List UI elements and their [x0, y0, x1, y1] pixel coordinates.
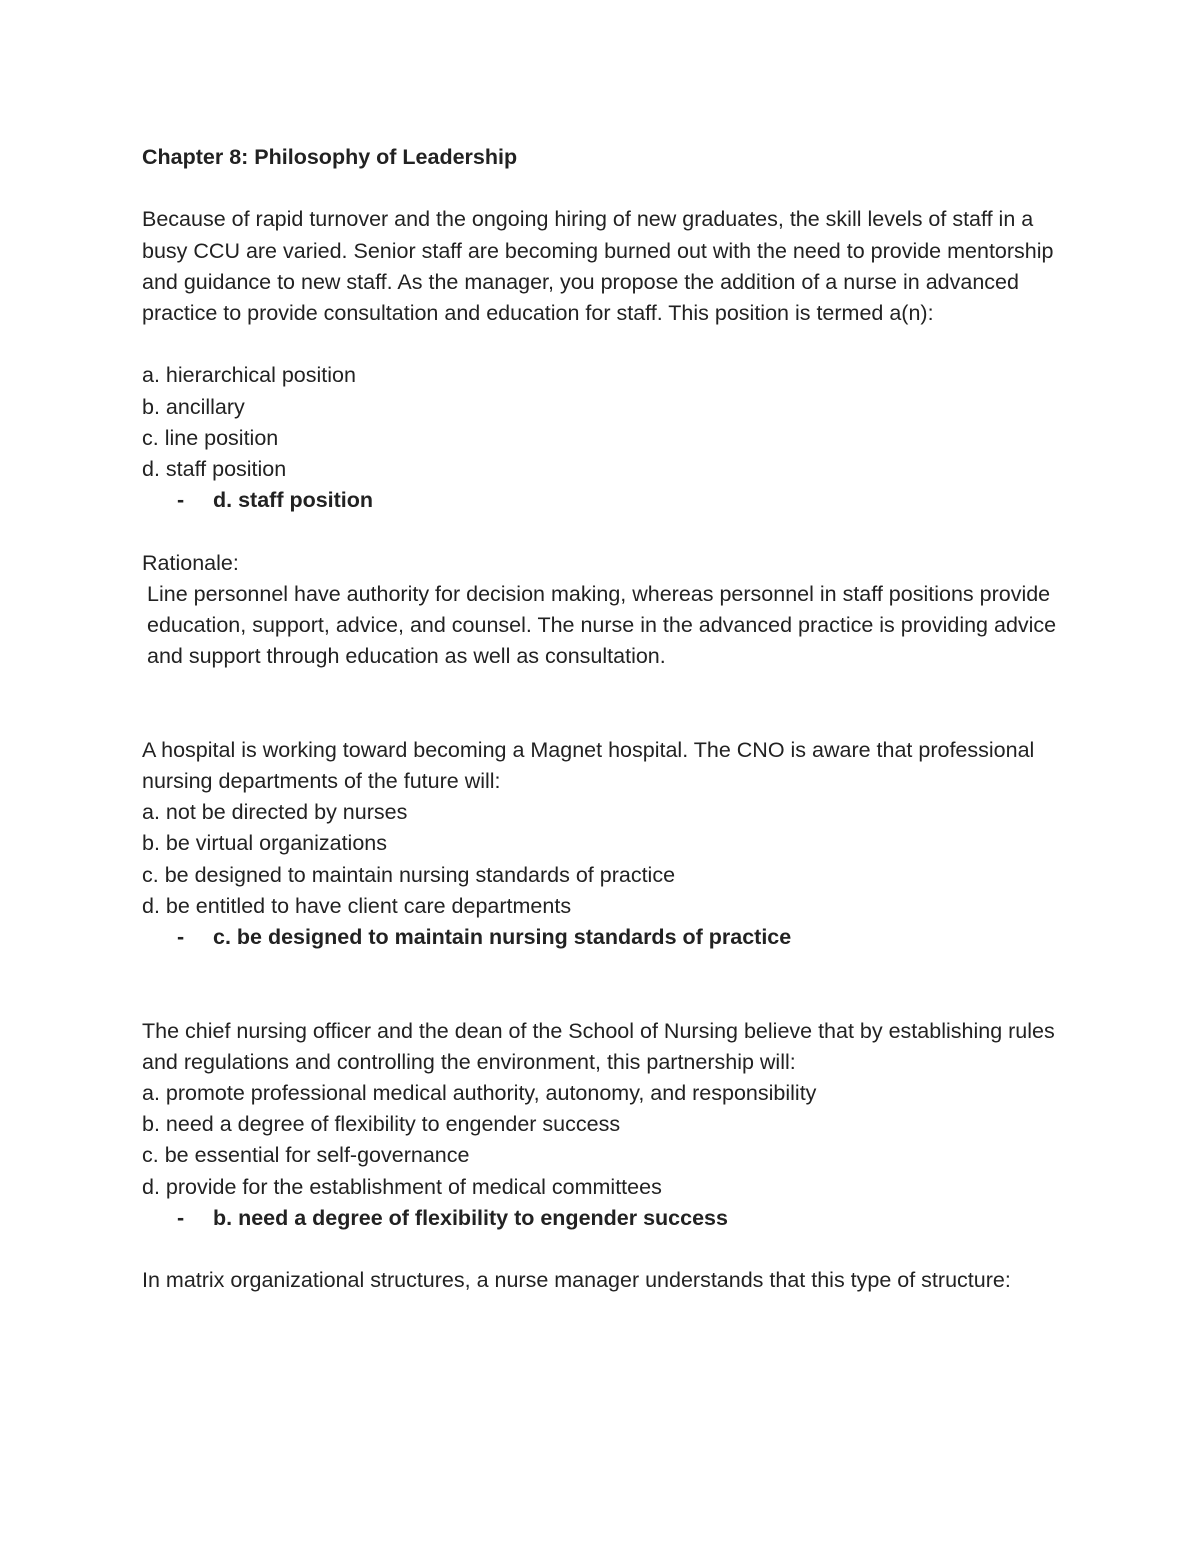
option-b: b. be virtual organizations: [142, 831, 388, 856]
question-2: [142, 735, 1062, 953]
rationale-text: Line personnel have authority for decision making, whereas personnel in staff positions provide education, support, advice, and counsel. The nurse in the advanced practice is providing advice and support through education as well as consultation.: [147, 581, 1057, 669]
answer: [142, 485, 1062, 516]
question-3: [142, 1016, 1062, 1234]
spacer: [142, 173, 1062, 204]
option-c: c. be essential for self-governance: [142, 1143, 470, 1168]
option-a: a. promote professional medical authority, autonomy, and responsibility: [142, 1080, 817, 1105]
spacer: [142, 704, 1062, 735]
option-d: d. be entitled to have client care departments: [142, 893, 572, 918]
spacer: [142, 953, 1062, 984]
option-c: c. be designed to maintain nursing standards of practice: [142, 862, 676, 887]
answer: [142, 922, 1062, 953]
option-d: d. provide for the establishment of medical committees: [142, 1174, 662, 1199]
answer: [142, 1203, 1062, 1234]
question-1: [142, 204, 1062, 672]
chapter-title: Chapter 8: Philosophy of Leadership: [142, 145, 518, 169]
option-b: b. ancillary: [142, 394, 245, 419]
spacer: [142, 672, 1062, 703]
option-a: a. not be directed by nurses: [142, 800, 408, 825]
option-a: a. hierarchical position: [142, 363, 356, 388]
question-stem: The chief nursing officer and the dean of the School of Nursing believe that by establishing rules and regulations and controlling the environment, this partnership will:: [142, 1018, 1055, 1074]
spacer: [142, 516, 1062, 547]
document-page: [142, 142, 1062, 1296]
rationale-label: Rationale:: [142, 550, 239, 575]
option-c: c. line position: [142, 425, 279, 450]
answer-bullet: -: [177, 925, 185, 949]
answer-text: d. staff position: [213, 488, 374, 513]
option-d: d. staff position: [142, 457, 287, 481]
spacer: [142, 329, 1062, 360]
question-stem: A hospital is working toward becoming a Magnet hospital. The CNO is aware that professional nursing departments of the future will:: [142, 737, 1035, 793]
option-b: b. need a degree of flexibility to engender success: [142, 1112, 621, 1137]
question-stem: In matrix organizational structures, a nurse manager understands that this type of structure:: [142, 1268, 1011, 1293]
question-4: [142, 1265, 1062, 1296]
spacer: [142, 984, 1062, 1015]
answer-bullet: -: [177, 488, 185, 513]
spacer: [142, 1234, 1062, 1265]
answer-text: c. be designed to maintain nursing standards of practice: [213, 925, 792, 949]
answer-bullet: -: [177, 1205, 185, 1230]
question-stem: Because of rapid turnover and the ongoing hiring of new graduates, the skill levels of staff in a busy CCU are varied. Senior staff are becoming burned out with the need to provide mentorship and guidance to new staff. As the manager, you propose the addition of a nurse in advanced practice to provide consultation and education for staff. This position is termed a(n):: [142, 207, 1054, 325]
answer-text: b. need a degree of flexibility to engender success: [213, 1205, 728, 1230]
